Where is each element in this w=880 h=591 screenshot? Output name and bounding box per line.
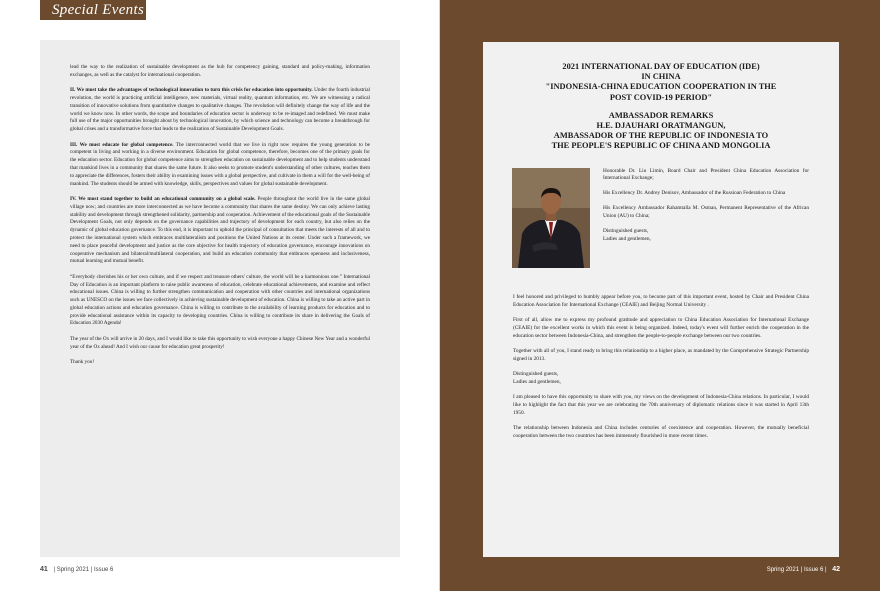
speech-paragraph: I feel honored and privileged to humbly appear before you, to become part of this important event, hosted by Chair and President China Education Association for International Exchange (CEAIE) and Beijing Normal University .	[513, 293, 809, 308]
left-footer	[40, 566, 113, 573]
salutation-item: Distinguished guests, Ladies and gentlemen,	[603, 228, 651, 242]
speaker-subtitle: AMBASSADOR REMARKS H.E. DJAUHARI ORATMANGUN, AMBASSADOR OF THE REPUBLIC OF INDONESIA TO THE PEOPLE'S REPUBLIC OF CHINA AND MONGOLIA	[551, 110, 771, 151]
right-footer	[767, 566, 840, 573]
speech-paragraph: First of all, allow me to express my profound gratitude and appreciation to China Education Association for International Exchange (CEAIE) for the excellent works in which this event is being organized. Indeed, today's event will further enrich the cooperation in the education sector between Indonesia-China, and strengthen the people-to-people exchange between our two countries.	[513, 316, 809, 339]
portrait-illustration	[512, 168, 590, 268]
speech-paragraph: Together with all of you, I stand ready to bring this relationship to a higher place, as mandated by the Comprehensive Strategic Partnership signed in 2013.	[513, 347, 809, 362]
salutation-section	[513, 168, 809, 286]
left-paragraph: The year of the Ox will arrive in 20 days, and I would like to take this opportunity to wish everyone a happy Chinese New Year and a wonderful year of the Ox ahead! And I wish our cause for education great prosperity!	[70, 335, 370, 350]
salutation-list	[603, 168, 809, 251]
issue-label: | Spring 2021 | Issue 6	[53, 567, 114, 573]
right-article-panel	[483, 42, 839, 557]
left-paragraph: II. We must take the advantages of technological innovation to turn this crisis for education into opportunity. Under the fourth industrial revolution, the world is practicing artificial intelligence, new materials, virtual reality, quantum information, etc. We are witnessing a radical transition of innovative solutions from quantitative changes to qualitative changes. The revolution will definitely change the way of life and the world we know now. In other words, the scope and boundaries of education sector is underway to be re-imaged and redefined. We must make full use of the major opportunities brought about by technological innovation, by which science and technology can become a breakthrough for global crises and a transformative force that leads to the realization of Sustainable Development Goals.	[70, 87, 371, 133]
salutation-item: His Excellency Ambassador Rahamtalla M. Osman, Permanent Representative of the African Union (AU) to China;	[603, 205, 809, 220]
speech-paragraph: I am pleased to have this opportunity to share with you, my views on the development of Indonesia-China relations. In particular, I would like to highlight the fact that this year we are celebrating the 70th anniversary of diplomatic relations since it was started in April 13th 1950.	[513, 394, 809, 417]
salutation-item: His Excellency Dr. Andrey Denisov, Ambassador of the Russioan Federation to China	[603, 190, 786, 197]
left-paragraph: “Everybody cherishes his or her own culture, and if we respect and treasure others' culture, the world will be a harmonious one.” International Day of Education is an important platform to raise public awareness of education, celebrate educational achievements, and examine and reflect educational issues. China is willing to further strengthen communication and cooperation with other countries and international organizations such as UNESCO on the issues we face collectively in achieving sustainable development of education. China is willing to take an active part in global education actions and education governance. China is willing to contribute to the availability of learning products for education and to provide educational assistance within its capacity to developing countries. China is willing to contribute its share in delivering the Goals of Education 2030 Agenda!	[70, 273, 370, 327]
left-paragraph: lead the way to the realization of sustainable development as the hub for competency gaining, standard and policy-making, information exchanges, as well as the catalyst for international cooperation.	[70, 64, 370, 78]
page-number: 41	[40, 566, 48, 573]
salutation-item: Honorable Dr. Liu Limin, Board Chair and President China Education Association for International Exchange;	[603, 167, 809, 182]
speech-paragraph: Distinguished guests, Ladies and gentlemen,	[513, 371, 561, 386]
speech-paragraph: The relationship between Indonesia and China includes centuries of coexistence and cooperation. However, the mutually beneficial cooperation between the two countries has been immensely flourished in more recent times.	[513, 425, 809, 440]
event-title: 2021 INTERNATIONAL DAY OF EDUCATION (IDE) IN CHINA "INDONESIA-CHINA EDUCATION COOPERATION IN THE POST COVID-19 PERIOD"	[545, 62, 777, 102]
left-article-panel	[40, 40, 400, 557]
ambassador-photo	[512, 168, 590, 268]
left-paragraph: IV. We must stand together to build an educational community on a global scale. People throughout the world live in the same global village now; and countries are more interconnected as we have become a community that shares the same destiny. We can only achieve lasting stability and development through strengthened solidarity, partnership and cooperation. Achievement of the educational goals of the Sustainable Development Goals, not only depends on the governance capabilities and trajectory of development for each country, but also relies on the dynamic of global education governance. To this end, it is important to uphold the principal of consultation that meets the interests of all and to protect the international system which embraces multilateralism and positions the United Nations at its center. Under such a framework, we need to place peaceful development and justice as the core objective for health trajectory of education governance, encourage innovations on cooperative mechanism and bilateral/multilateral cooperation, and build an education community that embraces openness and inclusiveness, mutual learning and mutual benefit.	[70, 195, 371, 265]
issue-label: Spring 2021 | Issue 6 |	[766, 567, 827, 573]
page-number: 42	[832, 566, 840, 573]
left-paragraph: Thank you!	[70, 359, 95, 366]
left-paragraph: III. We must educate for global competence. The interconnected world that we live in right now requires the young generation to be competent in living and working in a diverse environment. Education for global competence, therefore, becomes one of the primary goals for the education sector. Education for global competence aims to strengthen education on sustainable development and to help students understand that mankind lives in a community that shares the same future. It also seeks to promote student's understanding of other cultures, teaches them to appreciate the differences, fosters their ability in examining issues with a global perspective, and cultivate in them a will for the well-being of mankind. The students should be armed with knowledge, skills, perspectives and values for global sustainable development.	[70, 141, 370, 187]
speech-body	[513, 294, 809, 442]
section-tab: Special Events	[40, 0, 146, 20]
